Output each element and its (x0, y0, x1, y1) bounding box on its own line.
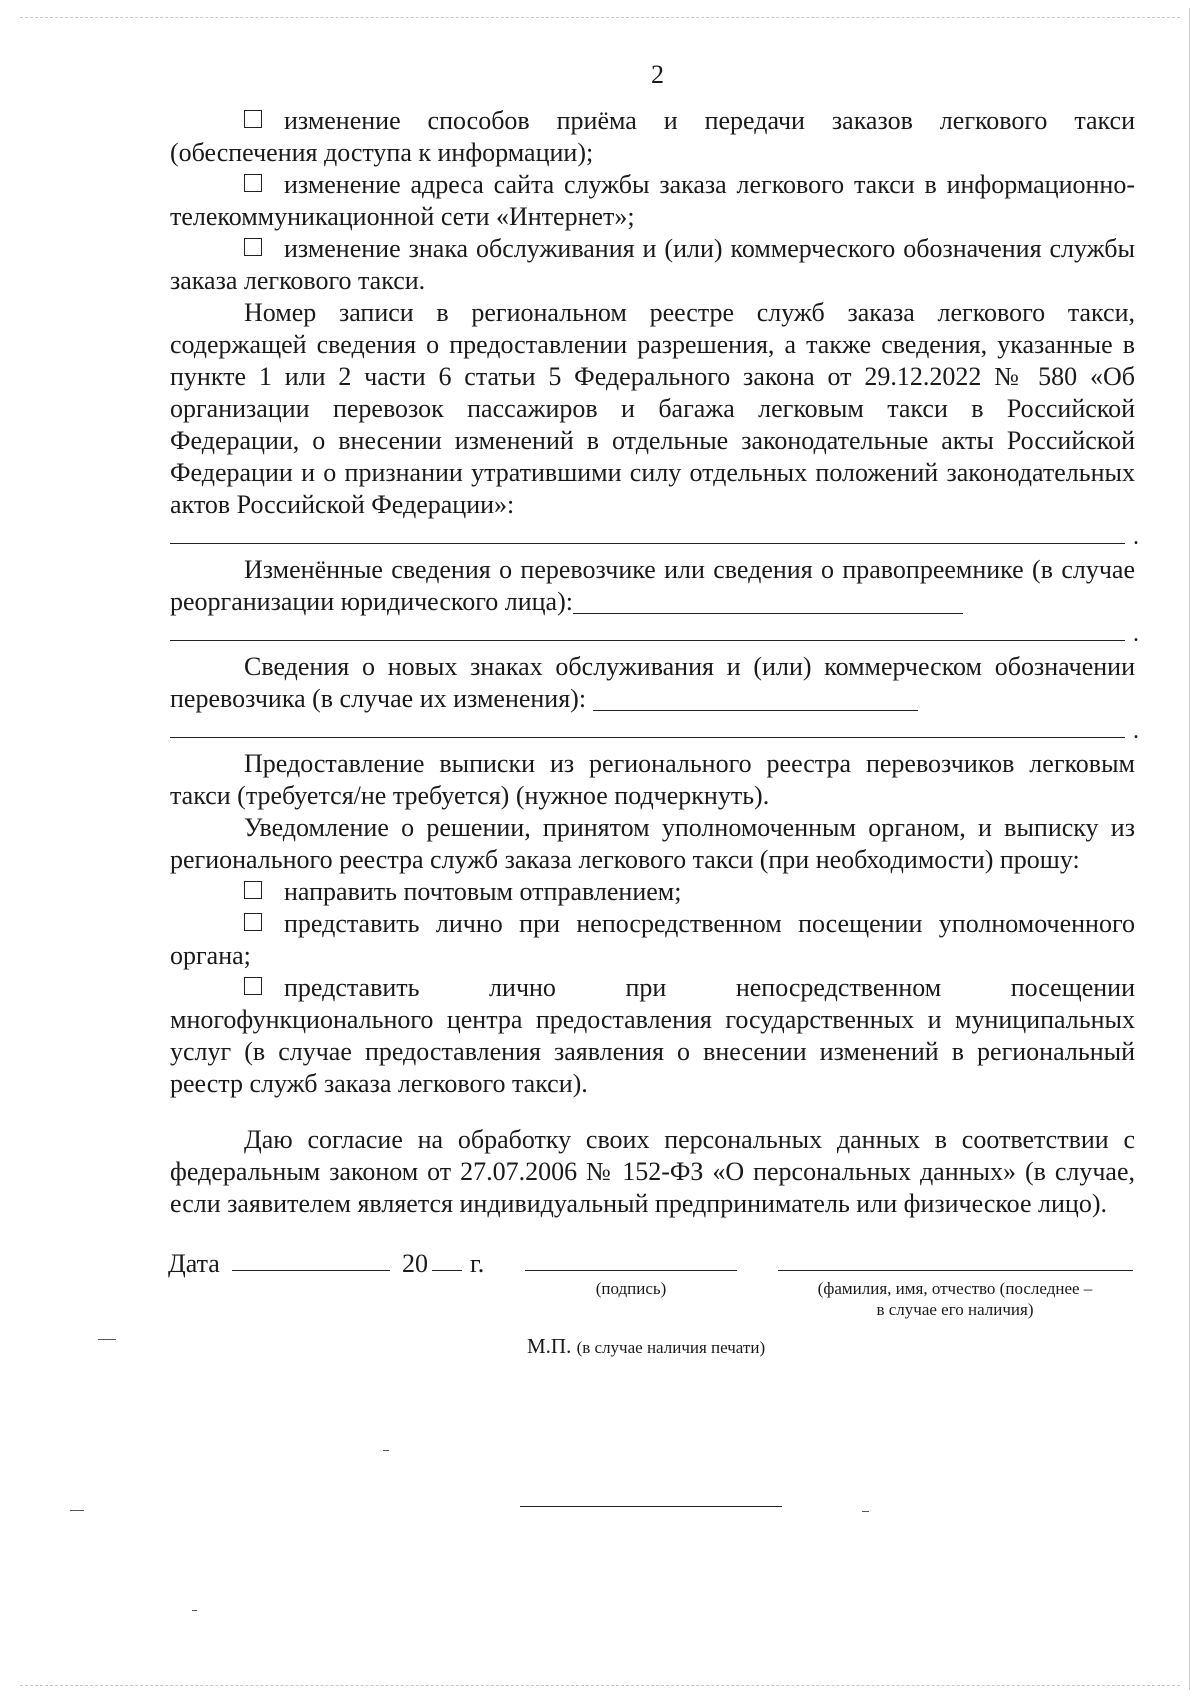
date-label: Дата (168, 1249, 220, 1278)
scan-speck (383, 1450, 389, 1451)
marks-paragraph: Сведения о новых знаках обслуживания и (или) коммерческом обозначении перевозчика (в случае их изменения): (170, 652, 1135, 713)
extract-paragraph: Предоставление выписки из регионального реестра перевозчиков легковым такси (требуется/не требуется) (нужное подчеркнуть). (170, 749, 1135, 810)
checkbox[interactable] (244, 881, 262, 899)
year-suffix: г. (470, 1249, 485, 1278)
carrier-paragraph: Изменённые сведения о перевозчике или сведения о правопреемнике (в случае реорганизации юридического лица): (170, 555, 1135, 616)
scan-speck (192, 1610, 197, 1611)
signature-block (170, 1248, 1135, 1438)
checkbox[interactable] (244, 913, 262, 931)
page-number: 2 (651, 60, 664, 89)
bottom-separator-line (520, 1506, 782, 1507)
consent-paragraph: Даю согласие на обработку своих персональных данных в соответствии с федеральным законом от 27.07.2006 № 152-ФЗ «О персональных данных» (в случае, если заявителем является индивидуальный предприниматель или физическое лицо). (170, 1125, 1135, 1218)
registry-entry-field[interactable]: . (170, 521, 1125, 544)
name-field[interactable] (778, 1248, 1133, 1271)
scan-edge-top (20, 17, 1180, 18)
scan-edge-bottom (20, 1685, 1180, 1686)
scan-edge-right (1189, 8, 1190, 1690)
name-caption-line2: в случае его наличия) (876, 1300, 1034, 1319)
signature-field[interactable] (525, 1248, 737, 1271)
seal-label: М.П. (в случае наличия печати) (527, 1334, 766, 1358)
carrier-field-continued[interactable]: . (170, 618, 1125, 641)
scan-speck (862, 1511, 869, 1512)
signature-caption: (подпись) (595, 1279, 667, 1298)
checkbox[interactable] (244, 174, 262, 192)
check-item-site-address: изменение адреса сайта службы заказа легкового такси в информационно-телекоммуникационной сети «Интернет»; (170, 170, 1135, 231)
scan-speck (70, 1510, 84, 1511)
marks-field-continued[interactable]: . (170, 715, 1125, 738)
check-item-mfc-visit: представить лично при непосредственном посещении многофункционального центра предоставления государственных и муниципальных услуг (в случае предоставления заявления о внесении изменений в региональный реестр служб заказа легкового такси). (170, 973, 1135, 1098)
check-item-order-methods: изменение способов приёма и передачи заказов легкового такси (обеспечения доступа к информации); (170, 106, 1135, 167)
document-body (168, 105, 1139, 1438)
checkbox[interactable] (244, 238, 262, 256)
check-item-post: направить почтовым отправлением; (170, 876, 1135, 908)
notice-paragraph: Уведомление о решении, принятом уполномоченным органом, и выписку из регионального реестра служб заказа легкового такси (при необходимости) прошу: (170, 813, 1135, 874)
marks-field[interactable] (593, 686, 918, 711)
check-item-authority-visit: представить лично при непосредственном посещении уполномоченного органа; (170, 909, 1135, 970)
check-item-service-mark: изменение знака обслуживания и (или) коммерческого обозначения службы заказа легкового такси. (170, 234, 1135, 295)
registry-paragraph: Номер записи в региональном реестре служб заказа легкового такси, содержащей сведения о предоставлении разрешения, а также сведения, указанные в пункте 1 или 2 части 6 статьи 5 Федерального закона от 29.12.2022 № 580 «Об организации перевозок пассажиров и багажа легковым такси в Российской Федерации, о внесении изменений в отдельные законодательные акты Российской Федерации и о признании утратившими силу отдельных положений законодательных актов Российской Федерации»: (170, 298, 1135, 519)
year-prefix: 20 (402, 1249, 428, 1278)
checkbox[interactable] (244, 110, 262, 128)
date-field[interactable] (232, 1248, 390, 1271)
name-caption-line1: (фамилия, имя, отчество (последнее – (817, 1279, 1093, 1298)
year-field[interactable] (432, 1248, 462, 1271)
scan-speck (98, 1339, 116, 1340)
checkbox[interactable] (244, 977, 262, 995)
carrier-field[interactable] (573, 589, 963, 614)
